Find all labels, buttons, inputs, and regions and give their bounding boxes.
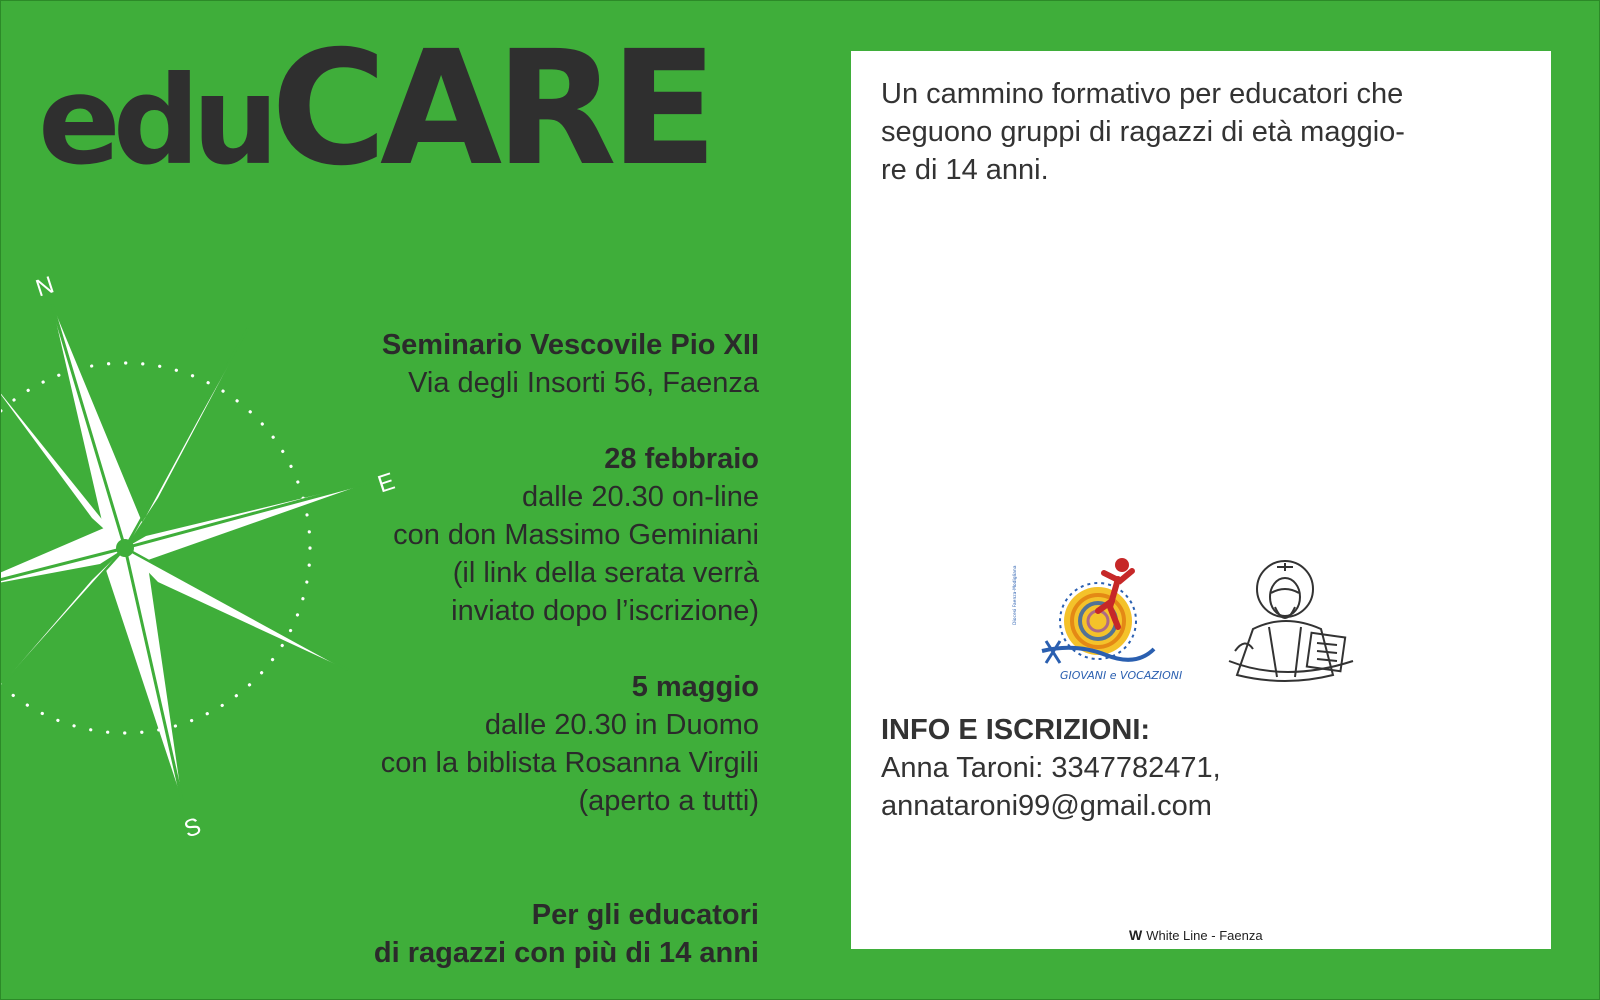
event-2 — [239, 668, 759, 820]
location-block — [239, 326, 759, 402]
event-line: con la biblista Rosanna Virgili — [380, 747, 759, 779]
intro-text — [881, 75, 1521, 189]
info-title: INFO E ISCRIZIONI: — [881, 714, 1151, 746]
title-main: CARE — [270, 17, 711, 201]
audience-line: di ragazzi con più di 14 anni — [373, 937, 759, 969]
location-address: Via degli Insorti 56, Faenza — [408, 367, 759, 399]
event-line: inviato dopo l’iscrizione) — [451, 595, 759, 627]
compass-east-label: E — [374, 467, 399, 499]
logo-giovani-small-text: Diocesi Faenza-Modigliana — [1013, 565, 1018, 625]
intro-line: re di 14 anni. — [881, 154, 1049, 186]
title-prefix: edu — [38, 50, 271, 192]
event-line: dalle 20.30 on-line — [521, 481, 759, 513]
event-line: dalle 20.30 in Duomo — [484, 709, 759, 741]
giovani-e-vocazioni-logo — [1013, 551, 1183, 691]
location-name: Seminario Vescovile Pio XII — [381, 329, 759, 361]
printer-logo-icon: W — [1129, 927, 1143, 943]
printer-name: White Line - Faenza — [1146, 927, 1263, 943]
audience-note — [239, 896, 759, 972]
info-panel — [851, 51, 1551, 949]
intro-line: Un cammino formativo per educatori che — [881, 78, 1404, 110]
audience-line: Per gli educatori — [531, 899, 759, 931]
compass-north-label: N — [32, 271, 58, 303]
event-line: con don Massimo Geminiani — [393, 519, 759, 551]
intro-line: seguono gruppi di ragazzi di età maggio- — [881, 116, 1405, 148]
compass-south-label: S — [180, 812, 205, 844]
event-details — [239, 326, 759, 858]
christ-pantocrator-logo — [1225, 557, 1357, 687]
event-date: 28 febbraio — [604, 443, 759, 475]
contact-phone: Anna Taroni: 3347782471, — [881, 752, 1221, 784]
event-line: (aperto a tutti) — [578, 785, 759, 817]
event-line: (il link della serata verrà — [452, 557, 759, 589]
printer-credit — [1129, 927, 1263, 943]
event-date: 5 maggio — [631, 671, 759, 703]
event-1 — [239, 440, 759, 630]
logo-giovani-text: GIOVANI e VOCAZIONI — [1060, 669, 1183, 682]
contact-email: annataroni99@gmail.com — [881, 790, 1212, 822]
brand-title — [38, 17, 711, 201]
